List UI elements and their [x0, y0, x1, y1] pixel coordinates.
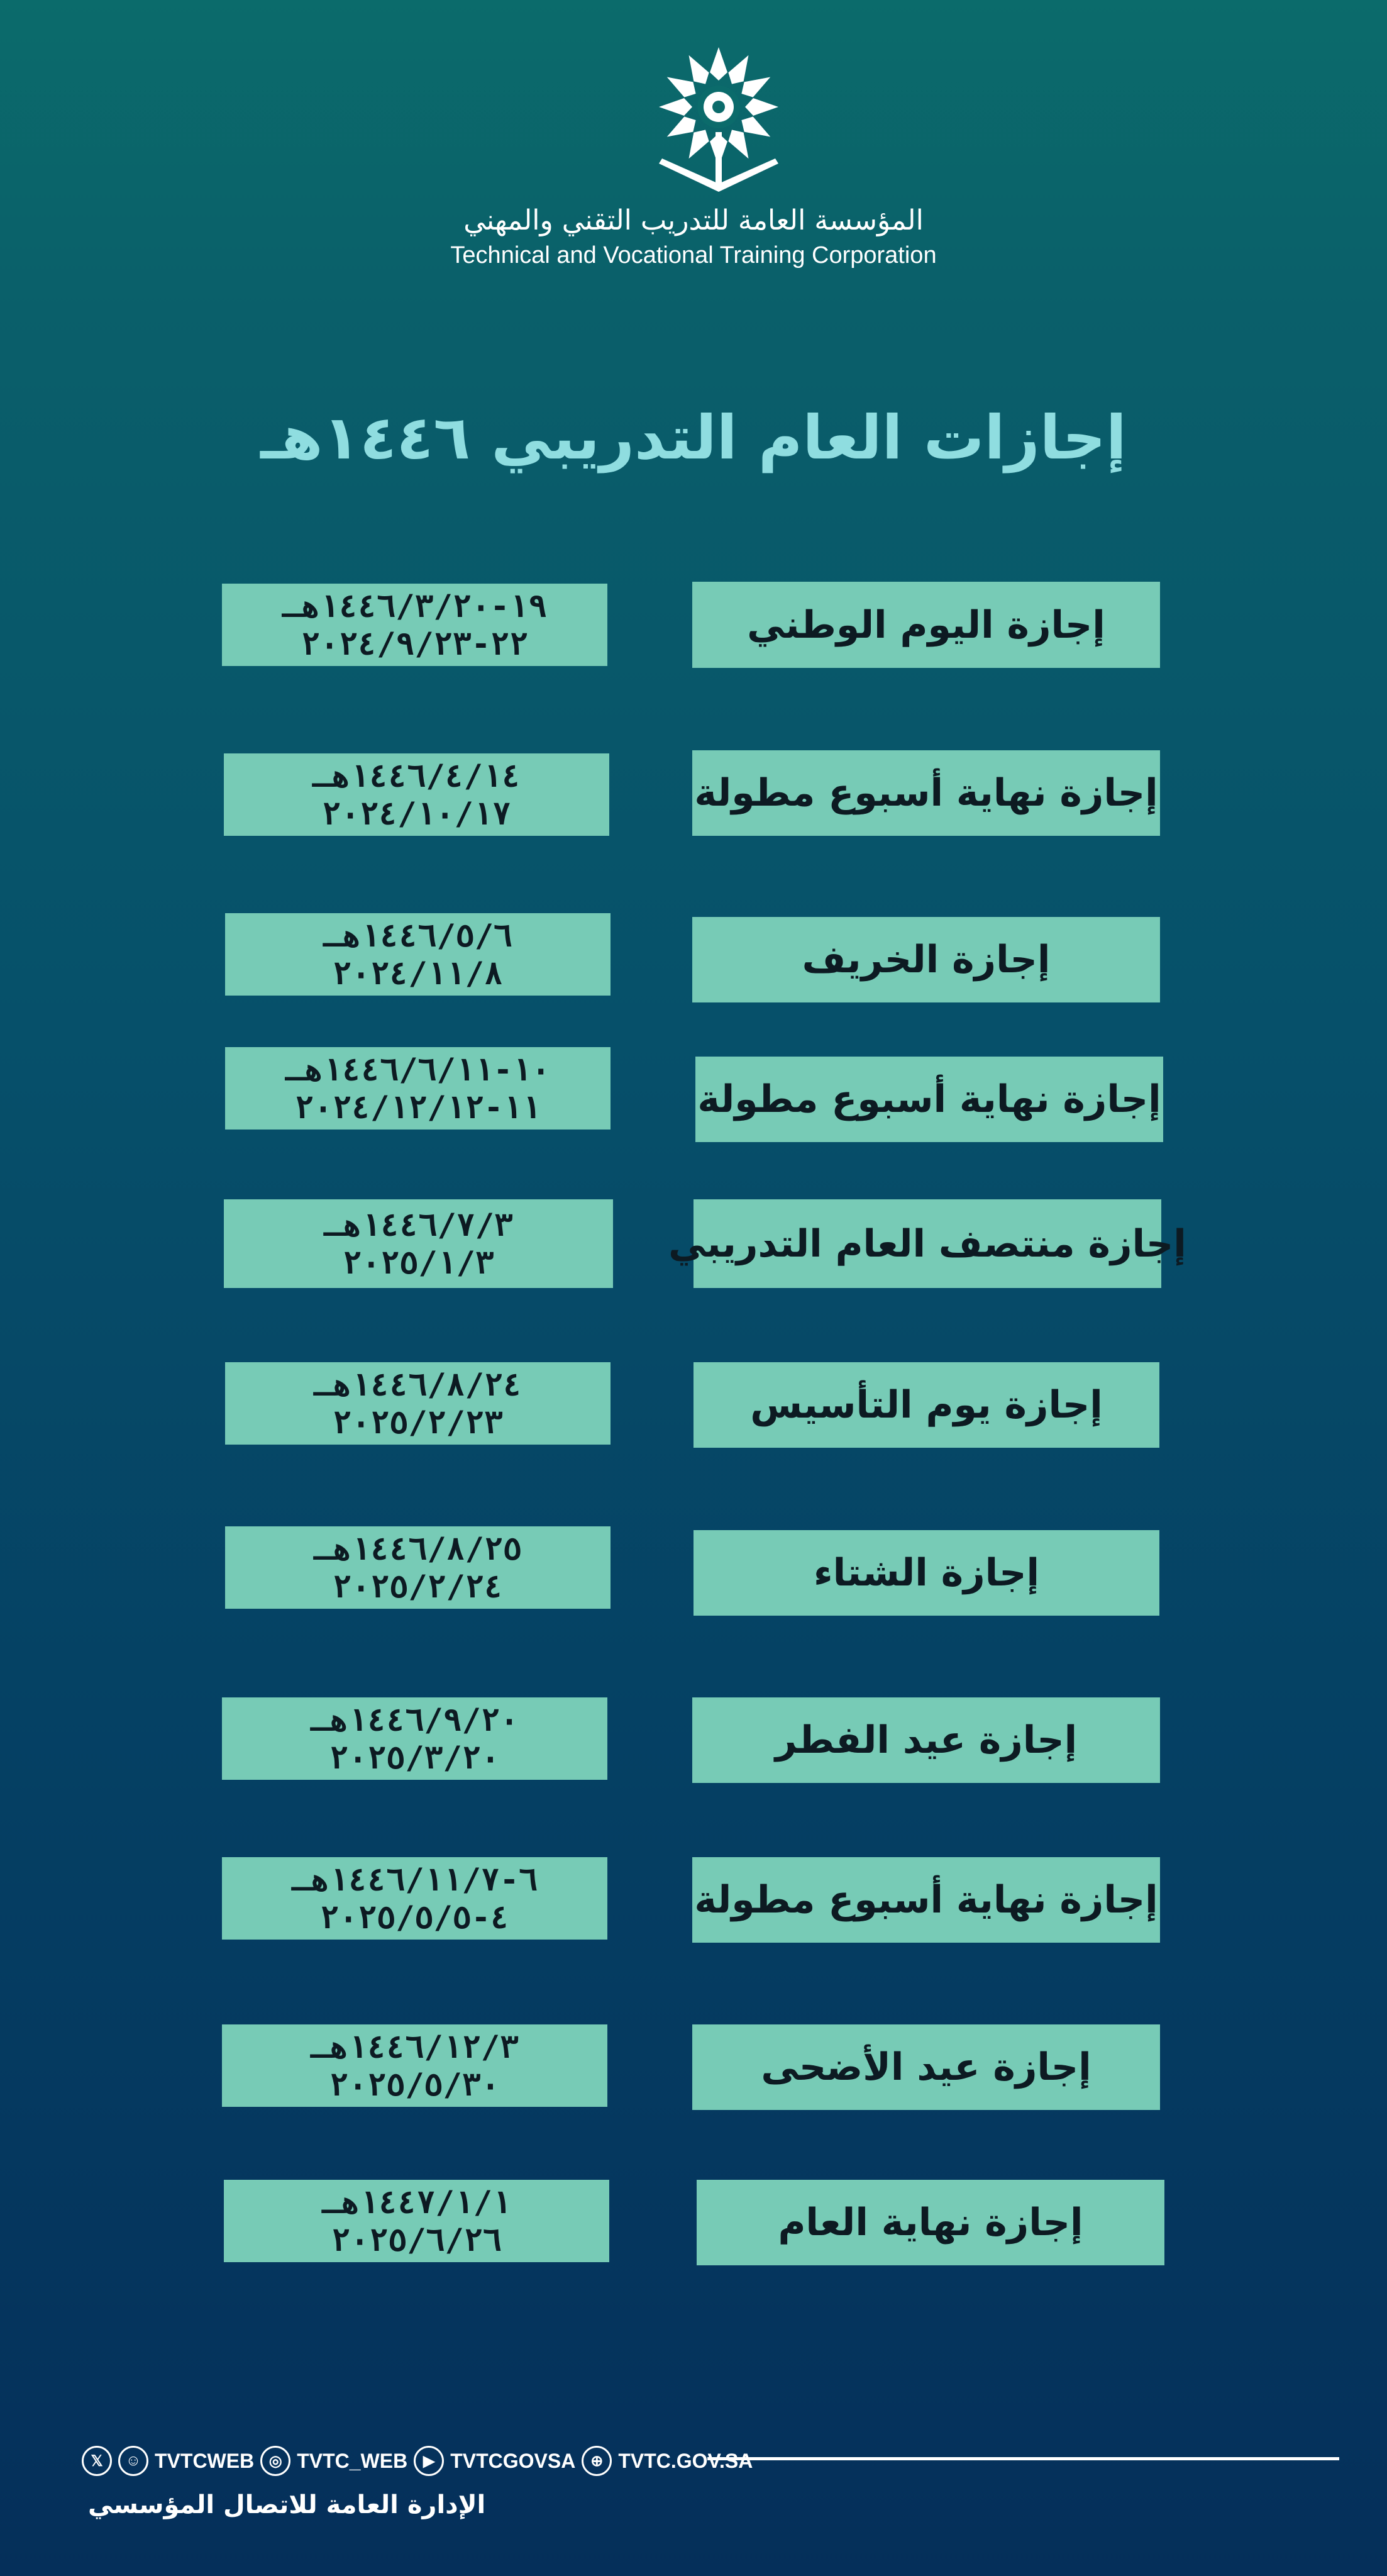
website-link[interactable]: TVTC.GOV.SA [618, 2449, 753, 2472]
gregorian-date: ٢٠٢٤/١٠/١٧ [321, 795, 512, 832]
holiday-dates [224, 753, 609, 836]
gregorian-date: ٢٠٢٥/٦/٢٦ [331, 2221, 502, 2258]
holiday-name: إجازة الشتاء [694, 1530, 1159, 1616]
x-icon[interactable]: 𝕏 [82, 2446, 112, 2476]
youtube-icon[interactable]: ▶ [414, 2446, 444, 2476]
gregorian-date: ٢٠٢٥/١/٣ [343, 1244, 494, 1281]
holiday-dates [222, 2024, 607, 2107]
hijri-date: ١٤٤٦/٧/٣هـ [323, 1206, 514, 1243]
org-name-english: Technical and Vocational Training Corporation [450, 242, 937, 269]
holiday-dates [222, 1697, 607, 1780]
holiday-dates [224, 1199, 613, 1288]
holiday-name: إجازة نهاية العام [697, 2180, 1164, 2265]
holiday-dates [225, 913, 611, 996]
gregorian-date: ٢٠٢٤/١١/٨ [333, 955, 503, 992]
holiday-name: إجازة الخريف [692, 917, 1160, 1002]
gregorian-date: ٤-٢٠٢٥/٥/٥ [319, 1899, 510, 1936]
holiday-name: إجازة نهاية أسبوع مطولة [692, 750, 1160, 836]
hijri-date: ١٤٤٦/١٢/٣هـ [310, 2028, 519, 2065]
holiday-dates [225, 1047, 611, 1130]
holiday-name: إجازة نهاية أسبوع مطولة [695, 1057, 1163, 1142]
holiday-name: إجازة عيد الأضحى [692, 2024, 1160, 2110]
gregorian-date: ٢٠٢٥/٢/٢٣ [333, 1404, 503, 1441]
holiday-name: إجازة يوم التأسيس [694, 1362, 1159, 1448]
holiday-dates [225, 1362, 611, 1445]
gregorian-date: ١١-٢٠٢٤/١٢/١٢ [294, 1089, 541, 1126]
footer-divider [707, 2457, 1339, 2460]
holiday-dates [222, 584, 607, 666]
hijri-date: ١٤٤٦/٨/٢٤هـ [313, 1366, 522, 1403]
hijri-date: ١٠-١٤٤٦/٦/١١هـ [285, 1051, 551, 1088]
department-name: الإدارة العامة للاتصال المؤسسي [88, 2490, 486, 2519]
gregorian-date: ٢٠٢٥/٣/٢٠ [329, 1739, 500, 1776]
holiday-dates [222, 1857, 607, 1940]
social-links [82, 2443, 753, 2479]
social-handle[interactable]: TVTCWEB [155, 2449, 255, 2472]
gregorian-date: ٢٠٢٥/٥/٣٠ [329, 2066, 500, 2103]
holiday-dates [225, 1526, 611, 1609]
holiday-name: إجازة نهاية أسبوع مطولة [692, 1857, 1160, 1943]
hijri-date: ١٩-١٤٤٦/٣/٢٠هـ [282, 587, 548, 625]
holiday-name: إجازة منتصف العام التدريبي [694, 1199, 1161, 1288]
gregorian-date: ٢٠٢٥/٢/٢٤ [333, 1568, 503, 1605]
social-handle[interactable]: TVTCGOVSA [450, 2449, 576, 2472]
gregorian-date: ٢٢-٢٠٢٤/٩/٢٣ [301, 625, 529, 662]
hijri-date: ١٤٤٦/٩/٢٠هـ [310, 1701, 519, 1738]
holiday-name: إجازة اليوم الوطني [692, 582, 1160, 668]
org-name-arabic: المؤسسة العامة للتدريب التقني والمهني [463, 204, 924, 236]
hijri-date: ١٤٤٦/٤/١٤هـ [312, 757, 521, 794]
page-title: إجازات العام التدريبي ١٤٤٦هـ [260, 402, 1127, 473]
hijri-date: ٦-١٤٤٦/١١/٧هـ [291, 1861, 538, 1898]
holiday-name: إجازة عيد الفطر [692, 1697, 1160, 1783]
hijri-date: ١٤٤٦/٨/٢٥هـ [313, 1530, 522, 1567]
globe-icon[interactable]: ⊕ [582, 2446, 612, 2476]
social-handle[interactable]: TVTC_WEB [297, 2449, 408, 2472]
holiday-dates [224, 2180, 609, 2262]
tvtc-logo-icon [649, 38, 788, 195]
snapchat-icon[interactable]: ☺ [118, 2446, 148, 2476]
hijri-date: ١٤٤٧/١/١هـ [321, 2184, 512, 2221]
instagram-icon[interactable]: ◎ [260, 2446, 290, 2476]
hijri-date: ١٤٤٦/٥/٦هـ [323, 917, 513, 954]
